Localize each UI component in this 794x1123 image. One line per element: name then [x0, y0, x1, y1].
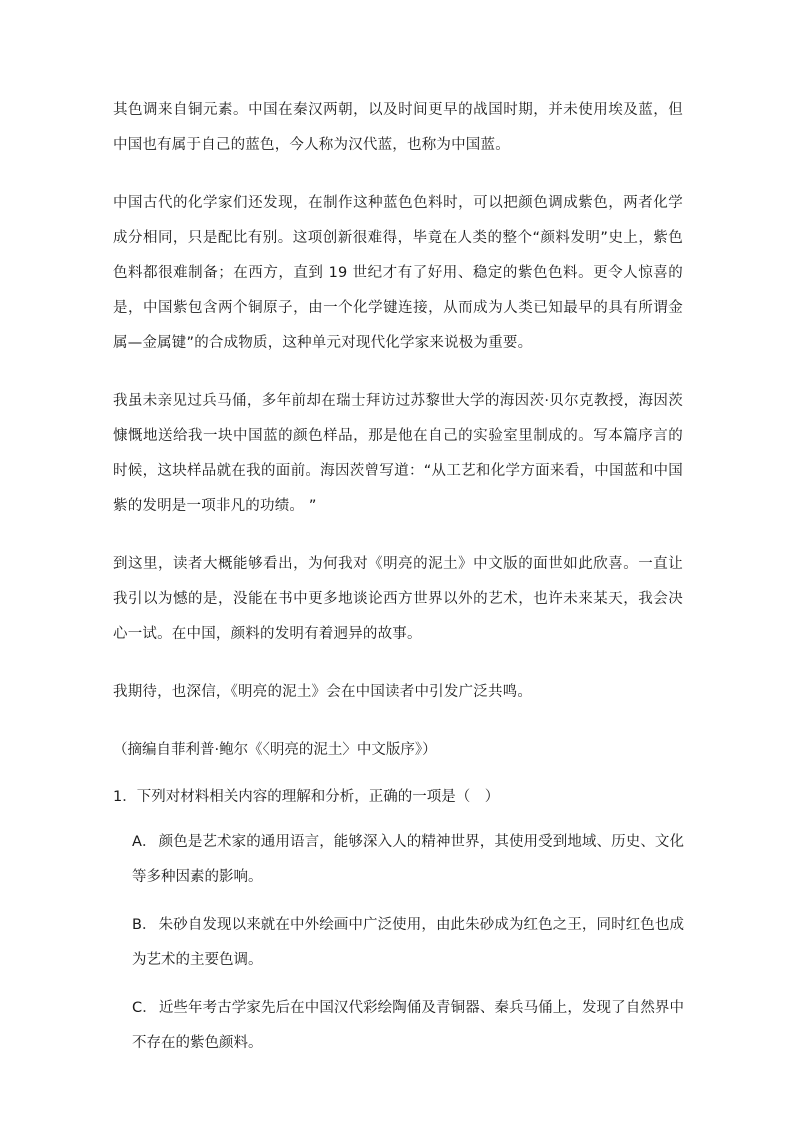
question-stem: 1．下列对材料相关内容的理解和分析，正确的一项是（ ）: [113, 789, 500, 805]
option-c-letter: C．: [132, 1000, 157, 1016]
option-a: [132, 825, 684, 895]
paragraph-5: 我期待，也深信，《明亮的泥土》会在中国读者中引发广泛共鸣。: [113, 684, 533, 700]
option-list: [113, 825, 683, 1061]
option-b-letter: B．: [132, 917, 157, 933]
paragraph-4: 到这里，读者大概能够看出，为何我对《明亮的泥土》中文版的面世如此欣喜。一直让我引以为憾的是，没能在书中更多地谈论西方世界以外的艺术，也许未来某天，我会决心一试。在中国，颜料的发明有着迥异的故事。: [113, 556, 683, 642]
option-c: [132, 991, 684, 1061]
option-b-text: 朱砂自发现以来就在中外绘画中广泛使用，由此朱砂成为红色之王，同时红色也成为艺术的主要色调。: [132, 917, 684, 968]
question-block: [113, 780, 683, 1061]
option-b: [132, 908, 684, 978]
option-c-text: 近些年考古学家先后在中国汉代彩绘陶俑及青铜器、秦兵马俑上，发现了自然界中不存在的紫色颜料。: [132, 1000, 685, 1051]
paragraph-1: 其色调来自铜元素。中国在秦汉两朝，以及时间更早的战国时期，并未使用埃及蓝，但中国也有属于自己的蓝色，今人称为汉代蓝，也称为中国蓝。: [113, 102, 683, 153]
source-citation: （摘编自菲利普·鲍尔《〈明亮的泥土〉中文版序》）: [113, 742, 437, 758]
document-body: [113, 93, 683, 1074]
option-a-letter: A．: [132, 834, 157, 850]
paragraph-2: 中国古代的化学家们还发现，在制作这种蓝色色料时，可以把颜色调成紫色，两者化学成分相同，只是配比有别。这项创新很难得，毕竟在人类的整个“颜料发明”史上，紫色色料都很难制备；在西方，直到 19 世纪才有了好用、稳定的紫色色料。更令人惊喜的是，中国紫包含两个铜原子，由一个化学键连接，从而成为人类已知最早的具有所谓金属—金属键”的合成物质，这种单元对现代化学家来说极为重要。: [113, 195, 683, 351]
paragraph-3: 我虽未亲见过兵马俑，多年前却在瑞士拜访过苏黎世大学的海因茨·贝尔克教授，海因茨慷慨地送给我一块中国蓝的颜色样品，那是他在自己的实验室里制成的。写本篇序言的时候，这块样品就在我的面前。海因茨曾写道：“从工艺和化学方面来看，中国蓝和中国紫的发明是一项非凡的功绩。 ”: [113, 393, 683, 514]
option-a-text: 颜色是艺术家的通用语言，能够深入人的精神世界，其使用受到地域、历史、文化等多种因素的影响。: [132, 834, 685, 885]
